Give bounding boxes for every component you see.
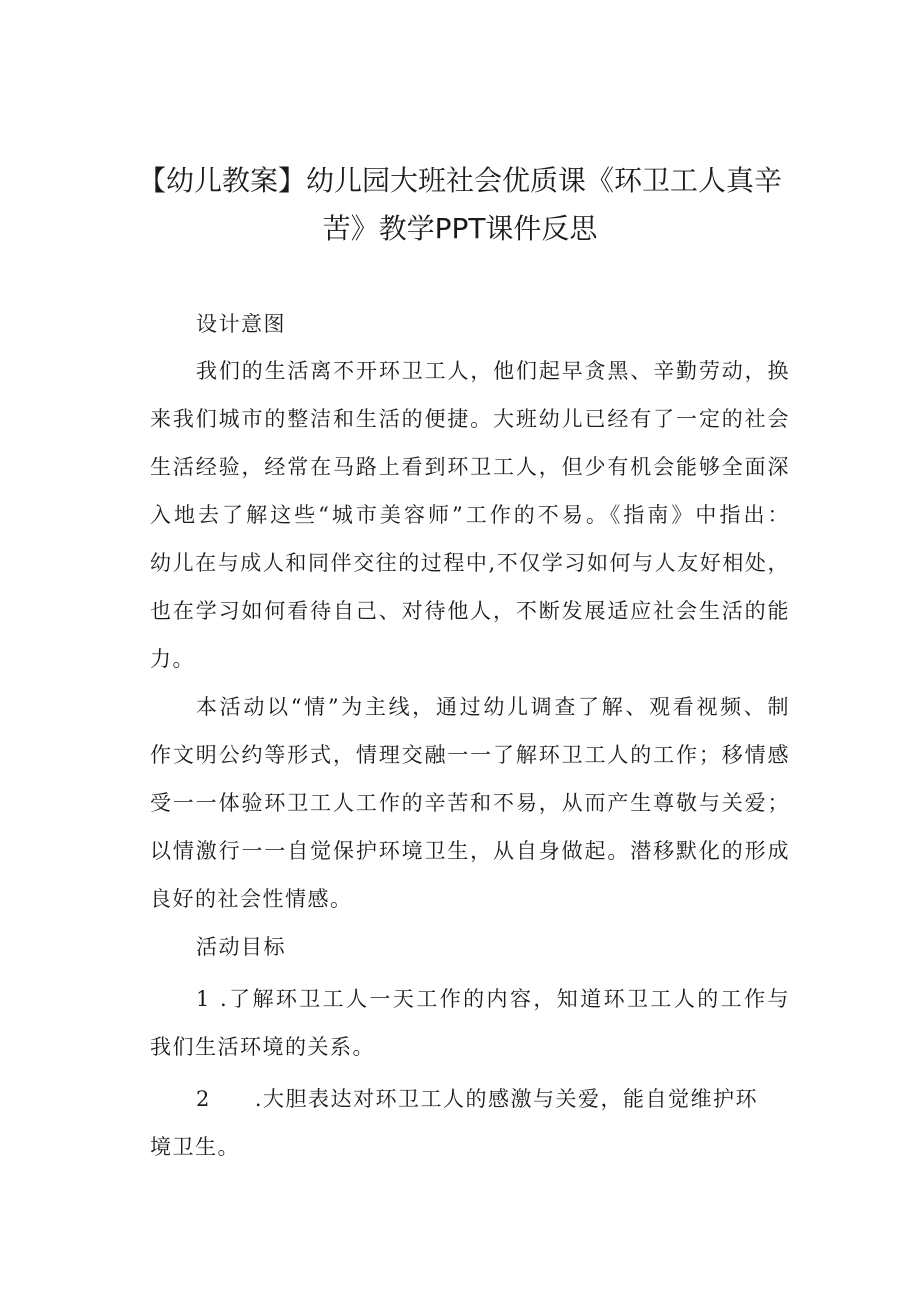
goal-item-2-text: .大胆表达对环卫工人的感激与关爱，能自觉维护环: [254, 1087, 759, 1111]
paragraph-line: 入地去了解这些“城市美容师”工作的不易。《指南》中指出：: [150, 503, 790, 527]
goal-item-2-line-1: [196, 1082, 758, 1116]
document-title-line-1: 【幼儿教案】幼儿园大班社会优质课《环卫工人真辛: [137, 164, 782, 197]
goal-item-2-line-2: 境卫生。: [150, 1135, 240, 1159]
paragraph-line: 我们的生活离不开环卫工人，他们起早贪黑、辛勤劳动，换: [196, 359, 790, 383]
paragraph-line: 幼儿在与成人和同伴交往的过程中,不仅学习如何与人友好相处，: [150, 551, 790, 575]
paragraph-line: 以情激行一一自觉保护环境卫生，从自身做起。潜移默化的形成: [150, 839, 790, 863]
paragraph-line: 生活经验，经常在马路上看到环卫工人，但少有机会能够全面深: [150, 455, 790, 479]
section-heading-activity-goals: 活动目标: [196, 935, 286, 959]
paragraph-line: 力。: [150, 647, 195, 671]
paragraph-line: 来我们城市的整洁和生活的便捷。大班幼儿已经有了一定的社会: [150, 407, 790, 431]
paragraph-line: 良好的社会性情感。: [150, 887, 353, 911]
paragraph-line: 受一一体验环卫工人工作的辛苦和不易，从而产生尊敬与关爱；: [150, 791, 790, 815]
paragraph-line: 也在学习如何看待自己、对待他人，不断发展适应社会生活的能: [150, 599, 790, 623]
section-heading-design-intent: 设计意图: [196, 312, 286, 336]
paragraph-line: 作文明公约等形式，情理交融一一了解环卫工人的工作；移情感: [150, 743, 790, 767]
goal-item-1-line-1: 1 .了解环卫工人一天工作的内容，知道环卫工人的工作与: [196, 987, 790, 1011]
paragraph-line: 本活动以“情”为主线，通过幼儿调查了解、观看视频、制: [196, 695, 790, 719]
document-title-line-2: 苦》教学PPT课件反思: [322, 212, 598, 245]
goal-item-2-number: 2: [196, 1087, 211, 1111]
goal-item-1-line-2: 我们生活环境的关系。: [150, 1035, 375, 1059]
